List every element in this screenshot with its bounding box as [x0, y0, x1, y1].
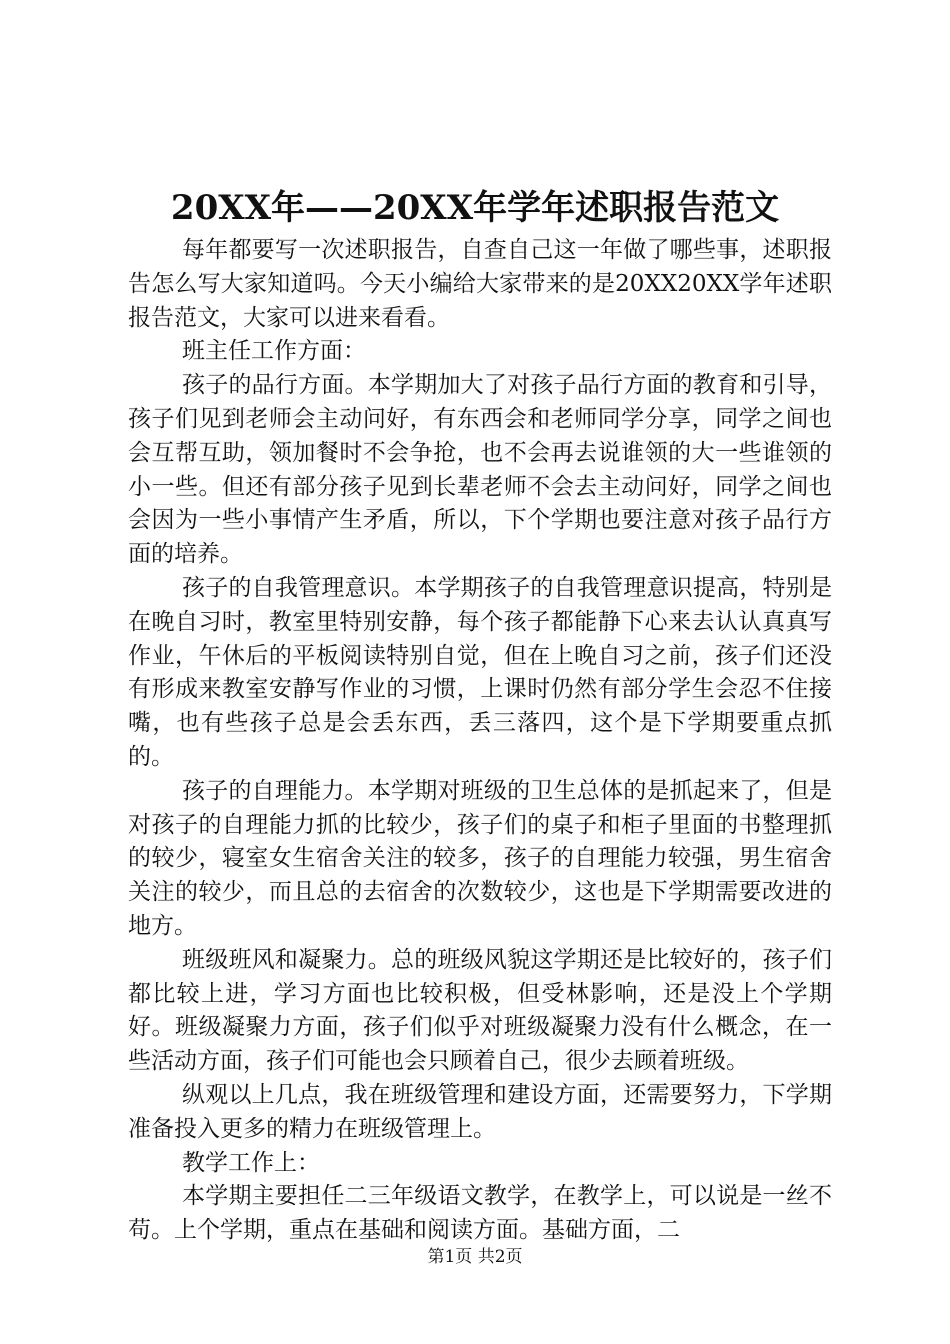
paragraph-self-management: 孩子的自我管理意识。本学期孩子的自我管理意识提高，特别是在晚自习时，教室里特别安静，每个孩子都能静下心来去认认真真写作业，午休后的平板阅读特别自觉，但在上晚自习之前，孩子们还没有形成来教室安静写作业的习惯，上课时仍然有部分学生会忍不住接嘴，也有些孩子总是会丢东西，丢三落四，这个是下学期要重点抓的。: [128, 574, 832, 770]
page-number-footer: 第1页 共2页: [427, 1247, 523, 1267]
section-heading-teaching: 教学工作上：: [182, 1149, 320, 1176]
paragraph-teaching: 本学期主要担任二三年级语文教学，在教学上，可以说是一丝不苟。上个学期，重点在基础和阅读方面。基础方面，二: [128, 1183, 832, 1244]
paragraph-class-spirit: 班级班风和凝聚力。总的班级风貌这学期还是比较好的，孩子们都比较上进，学习方面也比较积极，但受林影响，还是没上个学期好。班级凝聚力方面，孩子们似乎对班级凝聚力没有什么概念，在一些活动方面，孩子们可能也会只顾着自己，很少去顾着班级。: [128, 946, 832, 1075]
section-heading-class-teacher: 班主任工作方面：: [182, 338, 366, 365]
paragraph-conduct: 孩子的品行方面。本学期加大了对孩子品行方面的教育和引导，孩子们见到老师会主动问好，有东西会和老师同学分享，同学之间也会互帮互助，领加餐时不会争抢，也不会再去说谁领的大一些谁领的小一些。但还有部分孩子见到长辈老师不会去主动问好，同学之间也会因为一些小事情产生矛盾，所以，下个学期也要注意对孩子品行方面的培养。: [128, 372, 832, 568]
document-body: [128, 234, 832, 1248]
document-title: 20XX年——20XX年学年述职报告范文: [170, 188, 780, 228]
paragraph-intro: 每年都要写一次述职报告，自查自己这一年做了哪些事，述职报告怎么写大家知道吗。今天小编给大家带来的是20XX20XX学年述职报告范文，大家可以进来看看。: [128, 237, 832, 331]
paragraph-summary: 纵观以上几点，我在班级管理和建设方面，还需要努力，下学期准备投入更多的精力在班级管理上。: [128, 1081, 832, 1142]
paragraph-self-care: 孩子的自理能力。本学期对班级的卫生总体的是抓起来了，但是对孩子的自理能力抓的比较少，孩子们的桌子和柜子里面的书整理抓的较少，寝室女生宿舍关注的较多，孩子的自理能力较强，男生宿舍关注的较少，而且总的去宿舍的次数较少，这也是下学期需要改进的地方。: [128, 777, 832, 939]
